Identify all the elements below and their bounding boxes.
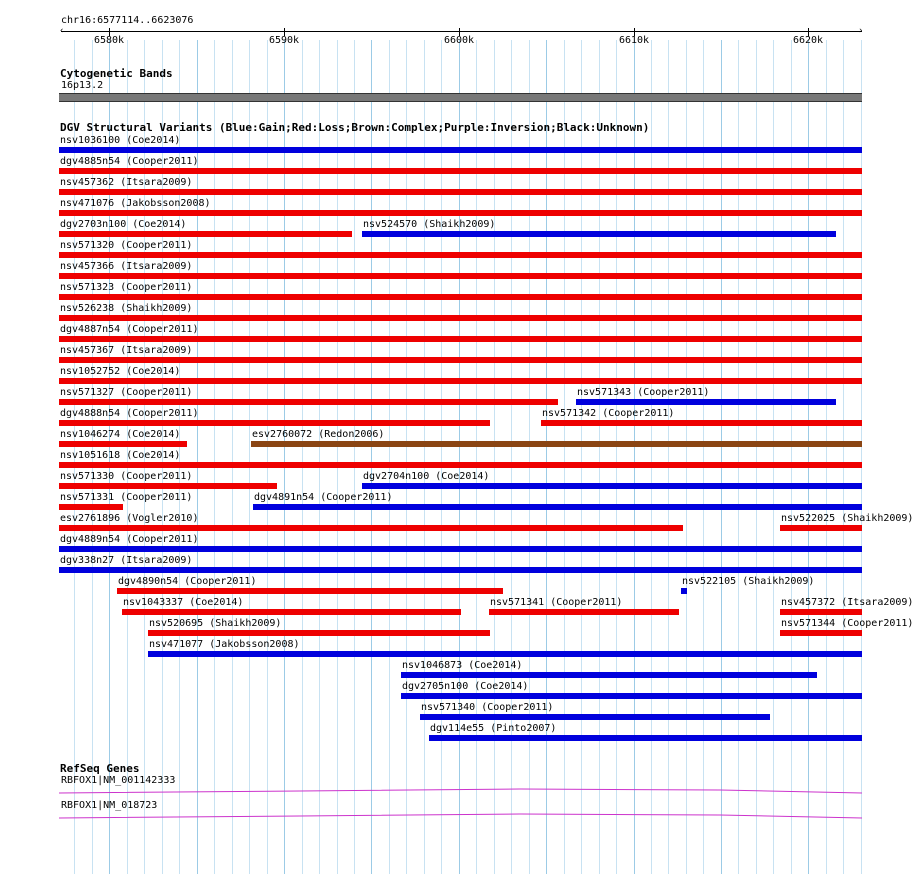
dgv-track-title: DGV Structural Variants (Blue:Gain;Red:Loss;Brown:Complex;Purple:Inversion;Black:Unknown) xyxy=(60,121,650,134)
variant-bar[interactable] xyxy=(59,546,862,552)
grid-line xyxy=(721,40,722,874)
variant-bar[interactable] xyxy=(362,483,862,489)
variant-label[interactable]: nsv571327 (Cooper2011) xyxy=(60,387,193,398)
variant-label[interactable]: nsv522025 (Shaikh2009) xyxy=(781,513,913,524)
grid-line xyxy=(668,40,669,874)
cytoband-bar[interactable] xyxy=(59,93,862,102)
variant-label[interactable]: nsv571344 (Cooper2011) xyxy=(781,618,913,629)
variant-bar[interactable] xyxy=(59,210,862,216)
grid-line xyxy=(843,40,844,874)
variant-bar[interactable] xyxy=(122,609,461,615)
variant-bar[interactable] xyxy=(59,294,862,300)
variant-label[interactable]: dgv4888n54 (Cooper2011) xyxy=(60,408,199,419)
variant-label[interactable]: nsv571340 (Cooper2011) xyxy=(421,702,554,713)
ruler-axis xyxy=(61,31,862,32)
variant-bar[interactable] xyxy=(251,441,862,447)
grid-line xyxy=(773,40,774,874)
variant-label[interactable]: nsv571323 (Cooper2011) xyxy=(60,282,193,293)
variant-bar[interactable] xyxy=(59,168,862,174)
grid-line xyxy=(686,40,687,874)
grid-line xyxy=(337,40,338,874)
ruler-right-arrow-icon: › xyxy=(858,26,864,36)
variant-bar[interactable] xyxy=(780,609,862,615)
variant-bar[interactable] xyxy=(780,525,862,531)
variant-label[interactable]: dgv2705n100 (Coe2014) xyxy=(402,681,529,692)
ruler-tick-label: 6590k xyxy=(268,35,300,46)
variant-bar[interactable] xyxy=(59,231,352,237)
cytoband-track-title: Cytogenetic Bands xyxy=(60,67,173,80)
grid-line xyxy=(284,40,285,874)
grid-line xyxy=(459,40,460,874)
variant-bar[interactable] xyxy=(576,399,836,405)
variant-label[interactable]: dgv4890n54 (Cooper2011) xyxy=(118,576,257,587)
variant-label[interactable]: nsv571320 (Cooper2011) xyxy=(60,240,193,251)
gene-label: RBFOX1|NM_018723 xyxy=(61,800,158,811)
grid-line xyxy=(546,40,547,874)
variant-bar[interactable] xyxy=(59,483,277,489)
grid-line xyxy=(406,40,407,874)
variant-bar[interactable] xyxy=(59,189,862,195)
grid-line xyxy=(651,40,652,874)
variant-label[interactable]: esv2760072 (Redon2006) xyxy=(252,429,385,440)
variant-label[interactable]: esv2761896 (Vogler2010) xyxy=(60,513,199,524)
variant-label[interactable]: nsv457366 (Itsara2009) xyxy=(60,261,193,272)
variant-label[interactable]: nsv1052752 (Coe2014) xyxy=(60,366,181,377)
variant-label[interactable]: nsv522105 (Shaikh2009) xyxy=(682,576,815,587)
variant-bar[interactable] xyxy=(59,336,862,342)
grid-line xyxy=(302,40,303,874)
variant-bar[interactable] xyxy=(420,714,770,720)
grid-line xyxy=(494,40,495,874)
variant-label[interactable]: nsv571331 (Cooper2011) xyxy=(60,492,193,503)
variant-label[interactable]: nsv471076 (Jakobsson2008) xyxy=(60,198,211,209)
refseq-track-title: RefSeq Genes xyxy=(60,762,140,775)
ruler-tick-label: 6600k xyxy=(443,35,475,46)
grid-line xyxy=(738,40,739,874)
grid-line xyxy=(319,40,320,874)
grid-line xyxy=(371,40,372,874)
variant-bar[interactable] xyxy=(59,399,558,405)
variant-bar[interactable] xyxy=(59,567,862,573)
grid-line xyxy=(529,40,530,874)
variant-bar[interactable] xyxy=(59,252,862,258)
variant-label[interactable]: dgv4891n54 (Cooper2011) xyxy=(254,492,393,503)
variant-label[interactable]: dgv4887n54 (Cooper2011) xyxy=(60,324,199,335)
ruler-left-arrow-icon: ‹ xyxy=(59,26,65,36)
variant-label[interactable]: nsv526238 (Shaikh2009) xyxy=(60,303,193,314)
gene-label: RBFOX1|NM_001142333 xyxy=(61,775,176,786)
grid-line xyxy=(808,40,809,874)
variant-label[interactable]: dgv4885n54 (Cooper2011) xyxy=(60,156,199,167)
grid-line xyxy=(441,40,442,874)
variant-bar[interactable] xyxy=(59,504,123,510)
ruler-tick-label: 6610k xyxy=(618,35,650,46)
variant-bar[interactable] xyxy=(429,735,862,741)
grid-line xyxy=(634,40,635,874)
variant-bar[interactable] xyxy=(541,420,862,426)
variant-label[interactable]: nsv520695 (Shaikh2009) xyxy=(149,618,282,629)
variant-label[interactable]: nsv457362 (Itsara2009) xyxy=(60,177,193,188)
variant-bar[interactable] xyxy=(59,525,683,531)
grid-line xyxy=(756,40,757,874)
grid-line xyxy=(249,40,250,874)
variant-bar[interactable] xyxy=(59,357,862,363)
grid-line xyxy=(599,40,600,874)
grid-line xyxy=(511,40,512,874)
variant-bar[interactable] xyxy=(117,588,503,594)
variant-label[interactable]: nsv457367 (Itsara2009) xyxy=(60,345,193,356)
grid-line xyxy=(564,40,565,874)
variant-label[interactable]: nsv471077 (Jakobsson2008) xyxy=(149,639,300,650)
grid-line xyxy=(826,40,827,874)
grid-line xyxy=(354,40,355,874)
grid-line xyxy=(214,40,215,874)
grid-line xyxy=(791,40,792,874)
ruler-tick-label: 6620k xyxy=(792,35,824,46)
variant-bar[interactable] xyxy=(681,588,687,594)
variant-label[interactable]: nsv1043337 (Coe2014) xyxy=(123,597,244,608)
variant-bar[interactable] xyxy=(401,672,817,678)
grid-line xyxy=(476,40,477,874)
grid-line xyxy=(267,40,268,874)
grid-line xyxy=(389,40,390,874)
variant-label[interactable]: nsv524570 (Shaikh2009) xyxy=(363,219,496,230)
variant-bar[interactable] xyxy=(362,231,836,237)
variant-bar[interactable] xyxy=(401,693,862,699)
variant-bar[interactable] xyxy=(59,315,862,321)
variant-label[interactable]: nsv1051618 (Coe2014) xyxy=(60,450,181,461)
variant-label[interactable]: nsv571341 (Cooper2011) xyxy=(490,597,623,608)
variant-bar[interactable] xyxy=(59,441,187,447)
variant-bar[interactable] xyxy=(489,609,679,615)
variant-bar[interactable] xyxy=(59,273,862,279)
ruler-tick-label: 6580k xyxy=(93,35,125,46)
variant-label[interactable]: nsv1046873 (Coe2014) xyxy=(402,660,523,671)
variant-label[interactable]: dgv4889n54 (Cooper2011) xyxy=(60,534,199,545)
variant-label[interactable]: dgv338n27 (Itsara2009) xyxy=(60,555,193,566)
variant-bar[interactable] xyxy=(59,147,862,153)
variant-bar[interactable] xyxy=(148,651,862,657)
grid-line xyxy=(616,40,617,874)
grid-line xyxy=(703,40,704,874)
grid-line xyxy=(861,40,862,874)
variant-label[interactable]: nsv1046274 (Coe2014) xyxy=(60,429,181,440)
grid-line xyxy=(232,40,233,874)
grid-line xyxy=(581,40,582,874)
cytoband-label: 16p13.2 xyxy=(61,80,104,91)
variant-label[interactable]: dgv2703n100 (Coe2014) xyxy=(60,219,187,230)
variant-bar[interactable] xyxy=(253,504,862,510)
variant-label[interactable]: nsv457372 (Itsara2009) xyxy=(781,597,913,608)
variant-label[interactable]: nsv571343 (Cooper2011) xyxy=(577,387,710,398)
variant-bar[interactable] xyxy=(59,420,490,426)
variant-bar[interactable] xyxy=(148,630,490,636)
variant-bar[interactable] xyxy=(780,630,862,636)
variant-label[interactable]: dgv114e55 (Pinto2007) xyxy=(430,723,557,734)
variant-bar[interactable] xyxy=(59,378,862,384)
variant-label[interactable]: dgv2704n100 (Coe2014) xyxy=(363,471,490,482)
variant-label[interactable]: nsv1036100 (Coe2014) xyxy=(60,135,181,146)
variant-label[interactable]: nsv571342 (Cooper2011) xyxy=(542,408,675,419)
variant-bar[interactable] xyxy=(59,462,862,468)
grid-line xyxy=(424,40,425,874)
variant-label[interactable]: nsv571330 (Cooper2011) xyxy=(60,471,193,482)
locus-label: chr16:6577114..6623076 xyxy=(61,15,194,26)
